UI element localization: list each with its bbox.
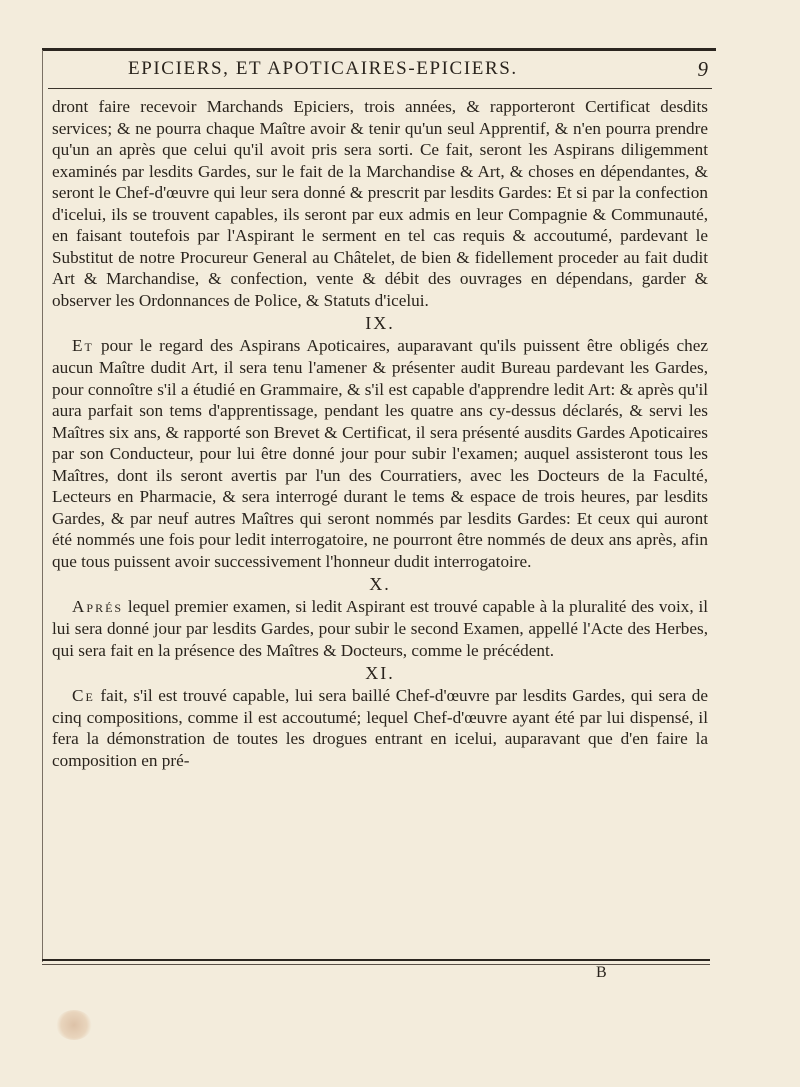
signature-mark: B — [596, 964, 607, 981]
article-xi-text: fait, s'il est trouvé capable, lui sera baillé Chef-d'œuvre par lesdits Gardes, qui sera de cinq compositions, comme il est accoutumé; lequel Chef-d'œuvre ayant été par lui dispensé, il fera la démonstration de toutes les drogues entrant en icelui, auparavant que d'en faire la composition en pré- — [52, 686, 708, 770]
header-rule — [48, 88, 712, 89]
bottom-rule — [42, 959, 710, 961]
article-ix-lead: Et — [72, 336, 94, 356]
article-xi — [52, 685, 708, 771]
opening-paragraph: dront faire recevoir Marchands Epiciers, trois années, & rapporteront Certificat desdits services; & ne pourra chaque Maître avoir & tenir qu'un seul Apprentif, & n'en pourra prendre qu'un an après que celui qu'il avoit pris sera sorti. Ce fait, seront les Aspirans diligemment examinés par lesdits Gardes, sur le fait de la Marchandise & Art, & choses en dépendantes, & seront le Chef-d'œuvre qui leur sera donné & prescrit par lesdits Gardes: Et si par la confection d'icelui, ils se trouvent capables, ils seront par eux admis en leur Compagnie & Communauté, en faisant toutefois par l'Aspirant le serment en tel cas requis & accoutumé, pardevant le Substitut de notre Procureur General au Châtelet, de bien & fidellement proceder au fait dudit Art & Marchandise, & confection, vente & débit des ouvrages en dépendans, garder & observer les Ordonnances de Police, & Statuts d'icelui. — [52, 97, 708, 310]
article-x-text: lequel premier examen, si ledit Aspirant est trouvé capable à la pluralité des voix, il lui sera donné jour par lesdits Gardes, pour subir le second Examen, appellé l'Acte des Herbes, qui sera fait en la présence des Maîtres & Docteurs, comme le précédent. — [52, 597, 708, 660]
article-ix — [52, 335, 708, 572]
article-x-lead: Aprés — [72, 597, 124, 617]
running-title: EPICIERS, ET APOTICAIRES-EPICIERS. — [128, 58, 518, 79]
section-number-xi: XI. — [365, 663, 395, 684]
paper-stain — [56, 1010, 92, 1040]
left-border-line — [42, 50, 43, 962]
section-number-x: X. — [369, 574, 391, 595]
page-header — [48, 58, 712, 84]
section-number-ix: IX. — [365, 313, 395, 334]
top-rule — [42, 48, 716, 51]
article-x — [52, 596, 708, 661]
bottom-rule-thin — [42, 964, 710, 965]
article-ix-text: pour le regard des Aspirans Apoticaires, auparavant qu'ils puissent être obligés chez aucun Maître dudit Art, il sera tenu l'amener & présenter audit Bureau pardevant les Gardes, pour connoître s'il a étudié en Grammaire, & s'il est capable d'apprendre ledit Art: & après qu'il aura parfait son tems d'apprentissage, pendant les quatre ans cy-dessus déclarés, & servi les Maîtres six ans, & rapporté son Brevet & Certificat, il sera présenté ausdits Gardes Apoticaires par son Conducteur, pour lui être donné jour pour subir l'examen; auquel assisteront tous les Maîtres, dont ils seront avertis par l'un des Courratiers, avec les Docteurs de la Faculté, Lecteurs en Pharmacie, & sera interrogé durant le tems & espace de trois heures, par lesdits Gardes, & par neuf autres Maîtres qui seront nommés par lesdits Gardes: Et ceux qui auront été nommés une fois pour ledit interrogatoire, ne pourront être nommés de deux ans après, afin que tous puissent avoir successivement l'honneur dudit interrogatoire. — [52, 336, 708, 571]
page-number: 9 — [697, 57, 708, 81]
article-xi-lead: Ce — [72, 686, 95, 706]
page-body — [52, 96, 708, 771]
